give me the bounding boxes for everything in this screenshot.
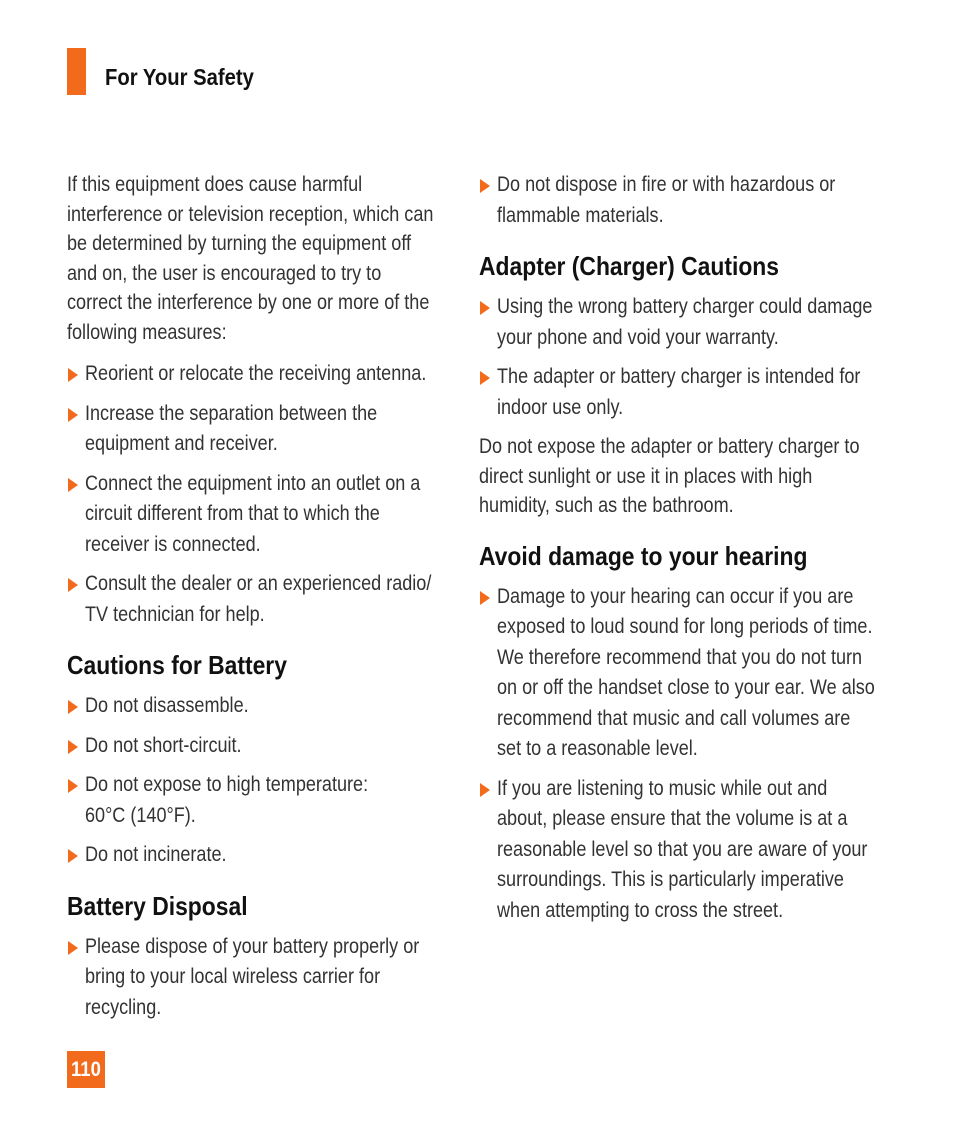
arrow-bullet-icon xyxy=(480,783,490,797)
disposal-continued-list xyxy=(479,170,874,231)
list-item: Consult the dealer or an experienced radio/ TV technician for help. xyxy=(67,569,447,630)
right-column xyxy=(479,170,874,935)
adapter-paragraph: Do not expose the adapter or battery charger to direct sunlight or use it in places with high humidity, such as the bathroom. xyxy=(479,435,860,517)
intro-paragraph: If this equipment does cause harmful interference or television reception, which can be determined by turning the equipment off and on, the user is encouraged to try to correct the interference by one or more of the following measures: xyxy=(67,173,434,344)
list-item: Please dispose of your battery properly or bring to your local wireless carrier for recycling. xyxy=(67,932,447,1024)
battery-disposal-list xyxy=(67,932,447,1024)
page-number: 110 xyxy=(67,1051,105,1088)
list-item: Do not dispose in fire or with hazardous or flammable materials. xyxy=(479,170,874,231)
arrow-bullet-icon xyxy=(68,368,78,382)
list-item: Using the wrong battery charger could damage your phone and void your warranty. xyxy=(479,292,874,353)
battery-disposal-heading: Battery Disposal xyxy=(67,890,248,921)
list-item: Do not short-circuit. xyxy=(67,731,447,762)
list-item: Do not expose to high temperature: 60°C (140°F). xyxy=(67,770,447,831)
arrow-bullet-icon xyxy=(68,740,78,754)
battery-cautions-heading: Cautions for Battery xyxy=(67,650,287,680)
arrow-bullet-icon xyxy=(480,591,490,605)
arrow-bullet-icon xyxy=(480,371,490,385)
header-accent-bar xyxy=(67,48,86,95)
arrow-bullet-icon xyxy=(68,779,78,793)
left-column xyxy=(67,170,447,1032)
arrow-bullet-icon xyxy=(68,941,78,955)
adapter-cautions-list xyxy=(479,292,874,423)
list-item: Increase the separation between the equipment and receiver. xyxy=(67,399,447,460)
hearing-list xyxy=(479,582,874,927)
battery-cautions-list xyxy=(67,691,447,871)
arrow-bullet-icon xyxy=(68,700,78,714)
list-item: The adapter or battery charger is intended for indoor use only. xyxy=(479,362,874,423)
adapter-cautions-heading: Adapter (Charger) Cautions xyxy=(479,251,780,281)
hearing-heading: Avoid damage to your hearing xyxy=(479,540,808,571)
arrow-bullet-icon xyxy=(68,478,78,492)
page-header-title: For Your Safety xyxy=(105,64,254,90)
measures-list xyxy=(67,359,447,630)
list-item: Connect the equipment into an outlet on a circuit different from that to which the receiver is connected. xyxy=(67,469,447,561)
arrow-bullet-icon xyxy=(68,578,78,592)
arrow-bullet-icon xyxy=(68,849,78,863)
list-item: Do not incinerate. xyxy=(67,840,447,871)
list-item: Damage to your hearing can occur if you are exposed to loud sound for long periods of time. We therefore recommend that you do not turn on or off the handset close to your ear. We also recommend that music and call volumes are set to a reasonable level. xyxy=(479,582,874,765)
arrow-bullet-icon xyxy=(480,179,490,193)
list-item: If you are listening to music while out and about, please ensure that the volume is at a reasonable level so that you are aware of your surroundings. This is particularly imperative when attempting to cross the street. xyxy=(479,774,874,927)
arrow-bullet-icon xyxy=(68,408,78,422)
list-item: Reorient or relocate the receiving antenna. xyxy=(67,359,447,390)
arrow-bullet-icon xyxy=(480,301,490,315)
list-item: Do not disassemble. xyxy=(67,691,447,722)
